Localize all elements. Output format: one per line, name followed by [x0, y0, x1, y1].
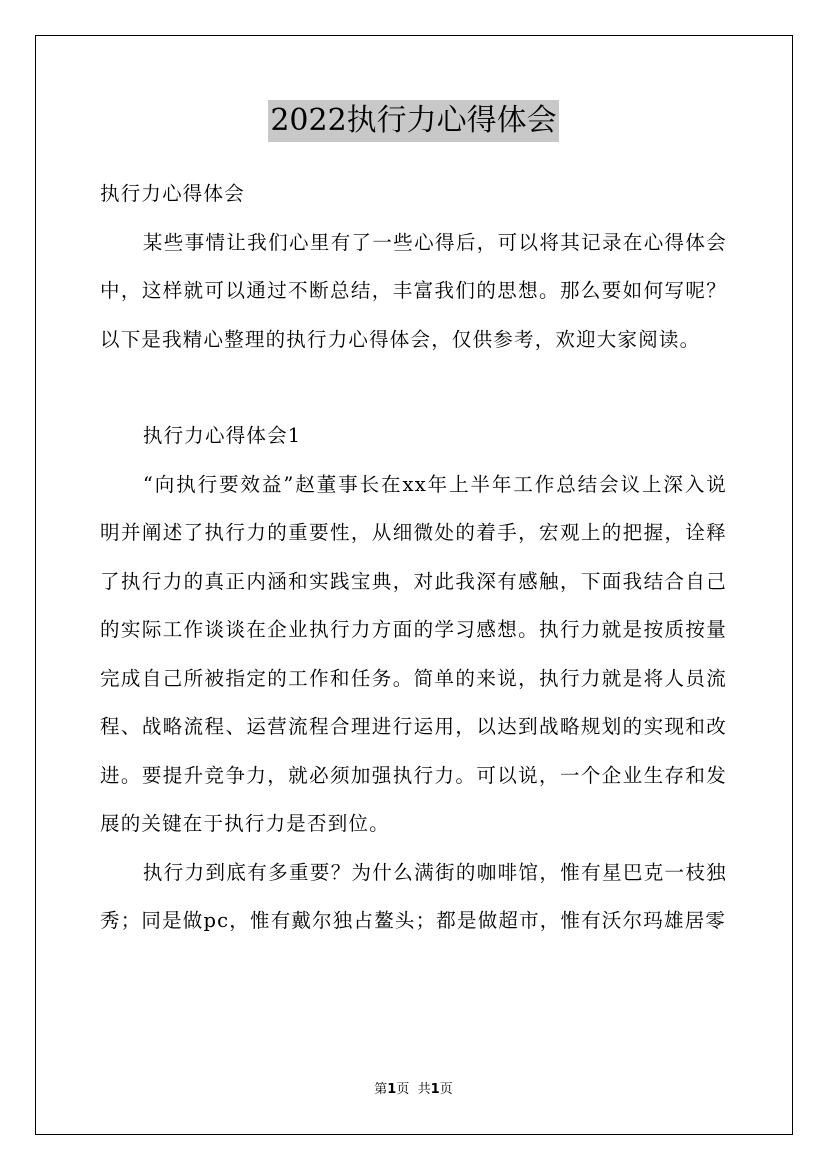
paragraph-spacer [100, 364, 727, 412]
document-title: 2022执行力心得体会 [268, 100, 558, 142]
title-wrap [0, 100, 827, 142]
body-paragraph: “向执行要效益”赵董事长在xx年上半年工作总结会议上深入说明并阐述了执行力的重要性，从细微处的着手，宏观上的把握，诠释了执行力的真正内涵和实践宝典，对此我深有感触，下面我结合自己的实际工作谈谈在企业执行力方面的学习感想。执行力就是按质按量完成自己所被指定的工作和任务。简单的来说，执行力就是将人员流程、战略流程、运营流程合理进行运用，以达到战略规划的实现和改进。要提升竞争力，就必须加强执行力。可以说，一个企业生存和发展的关键在于执行力是否到位。 [100, 472, 727, 835]
document-body [100, 170, 727, 946]
total-suffix: 页 [439, 1082, 453, 1097]
page-prefix: 第 [374, 1082, 388, 1097]
document-subtitle: 执行力心得体会 [100, 182, 245, 205]
page-footer [0, 1080, 827, 1100]
body-paragraph: 执行力到底有多重要？为什么满街的咖啡馆，惟有星巴克一枝独秀；同是做pc，惟有戴尔独占鳌头；都是做超市，惟有沃尔玛雄居零 [100, 860, 727, 932]
page-suffix: 页 [396, 1082, 410, 1097]
total-prefix: 共 [417, 1082, 431, 1097]
section-heading: 执行力心得体会1 [142, 424, 302, 447]
page-number: 1 [387, 1082, 397, 1097]
total-pages: 1 [430, 1082, 440, 1097]
intro-paragraph: 某些事情让我们心里有了一些心得后，可以将其记录在心得体会中，这样就可以通过不断总结，丰富我们的思想。那么要如何写呢？以下是我精心整理的执行力心得体会，仅供参考，欢迎大家阅读。 [100, 230, 727, 351]
